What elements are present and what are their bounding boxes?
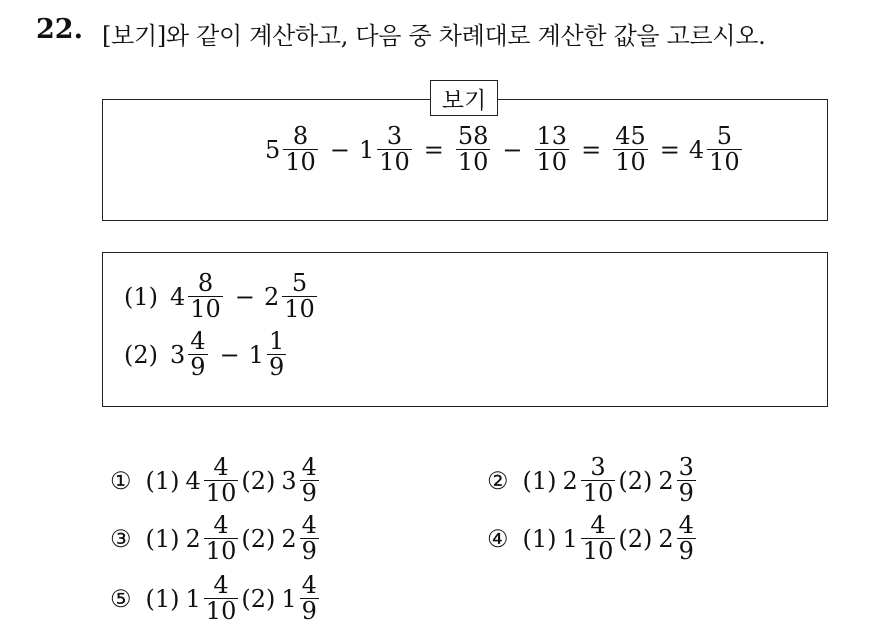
whole-number: 4 (185, 466, 201, 495)
denominator: 9 (301, 479, 317, 508)
numerator: 4 (213, 453, 229, 481)
numerator: 5 (291, 269, 308, 297)
fraction (677, 513, 696, 564)
fraction (204, 513, 239, 564)
choice-mark: ① (110, 466, 132, 495)
numerator: 4 (590, 511, 606, 539)
answer-label: (2) (241, 584, 276, 613)
example-equation (265, 124, 745, 175)
denominator: 10 (615, 148, 646, 177)
denominator: 9 (268, 353, 285, 382)
problem-label: (2) (124, 340, 158, 369)
fraction (535, 124, 570, 175)
denominator: 10 (582, 479, 614, 508)
minus-sign: − (219, 340, 240, 369)
whole-number: 2 (562, 466, 578, 495)
denominator: 9 (678, 537, 694, 566)
whole-number: 1 (562, 524, 578, 553)
whole-number: 5 (265, 135, 281, 164)
whole-number: 2 (263, 282, 280, 311)
choice-1[interactable] (110, 455, 322, 506)
denominator: 10 (582, 537, 614, 566)
fraction (204, 573, 239, 624)
whole-number: 1 (358, 135, 375, 164)
answer-label: (1) (145, 466, 180, 495)
choice-mark: ④ (487, 524, 509, 553)
fraction (300, 455, 319, 506)
whole-number: 4 (170, 282, 186, 311)
whole-number: 1 (281, 584, 297, 613)
whole-number: 3 (170, 340, 186, 369)
denominator: 9 (301, 597, 317, 626)
numerator: 45 (615, 122, 646, 150)
denominator: 10 (205, 479, 237, 508)
denominator: 10 (284, 295, 315, 324)
fraction (204, 455, 239, 506)
whole-number: 2 (185, 524, 201, 553)
answer-label: (1) (145, 584, 180, 613)
choice-3[interactable] (110, 513, 322, 564)
fraction (283, 124, 318, 175)
fraction (282, 271, 317, 322)
problem-1 (124, 271, 320, 322)
problem-2 (124, 329, 289, 380)
whole-number: 2 (658, 466, 674, 495)
problem-label: (1) (124, 282, 158, 311)
answer-label: (1) (145, 524, 180, 553)
whole-number: 2 (658, 524, 674, 553)
question-number: 22. (36, 14, 83, 45)
denominator: 10 (536, 148, 568, 177)
choice-mark: ⑤ (110, 584, 132, 613)
numerator: 8 (292, 122, 309, 150)
fraction (581, 513, 616, 564)
fraction (188, 271, 223, 322)
numerator: 13 (536, 122, 568, 150)
numerator: 4 (190, 327, 206, 355)
equals-sign: = (659, 135, 680, 164)
fraction (456, 124, 491, 175)
equals-sign: = (423, 135, 444, 164)
denominator: 10 (205, 597, 237, 626)
fraction (581, 455, 616, 506)
numerator: 4 (301, 453, 317, 481)
whole-number: 3 (281, 466, 297, 495)
numerator: 8 (197, 269, 214, 297)
numerator: 3 (678, 453, 694, 481)
denominator: 10 (379, 148, 410, 177)
minus-sign: − (502, 135, 523, 164)
fraction (707, 124, 742, 175)
example-label: 보기 (430, 80, 498, 116)
fraction (613, 124, 648, 175)
question-text: [보기]와 같이 계산하고, 다음 중 차례대로 계산한 값을 고르시오. (102, 22, 766, 50)
choice-mark: ② (487, 466, 509, 495)
denominator: 10 (205, 537, 237, 566)
denominator: 10 (285, 148, 316, 177)
numerator: 4 (301, 511, 317, 539)
numerator: 4 (213, 571, 229, 599)
numerator: 4 (213, 511, 229, 539)
whole-number: 1 (248, 340, 264, 369)
answer-label: (2) (241, 466, 276, 495)
fraction (188, 329, 207, 380)
numerator: 4 (678, 511, 694, 539)
denominator: 9 (190, 353, 206, 382)
fraction (377, 124, 412, 175)
answer-label: (1) (522, 524, 557, 553)
choice-2[interactable] (487, 455, 699, 506)
fraction (677, 455, 696, 506)
numerator: 5 (716, 122, 733, 150)
answer-label: (2) (241, 524, 276, 553)
fraction (267, 329, 286, 380)
fraction (300, 573, 319, 624)
numerator: 3 (590, 453, 606, 481)
numerator: 58 (457, 122, 489, 150)
minus-sign: − (329, 135, 350, 164)
denominator: 10 (709, 148, 740, 177)
whole-number: 4 (688, 135, 705, 164)
equals-sign: = (581, 135, 602, 164)
numerator: 3 (386, 122, 403, 150)
answer-label: (2) (618, 466, 653, 495)
denominator: 10 (457, 148, 489, 177)
fraction (300, 513, 319, 564)
denominator: 10 (190, 295, 221, 324)
choice-4[interactable] (487, 513, 699, 564)
whole-number: 2 (281, 524, 297, 553)
answer-label: (1) (522, 466, 557, 495)
minus-sign: − (234, 282, 255, 311)
choice-mark: ③ (110, 524, 132, 553)
choice-5[interactable] (110, 573, 322, 624)
whole-number: 1 (185, 584, 201, 613)
numerator: 4 (301, 571, 317, 599)
answer-label: (2) (618, 524, 653, 553)
denominator: 9 (301, 537, 317, 566)
denominator: 9 (678, 479, 694, 508)
numerator: 1 (268, 327, 285, 355)
